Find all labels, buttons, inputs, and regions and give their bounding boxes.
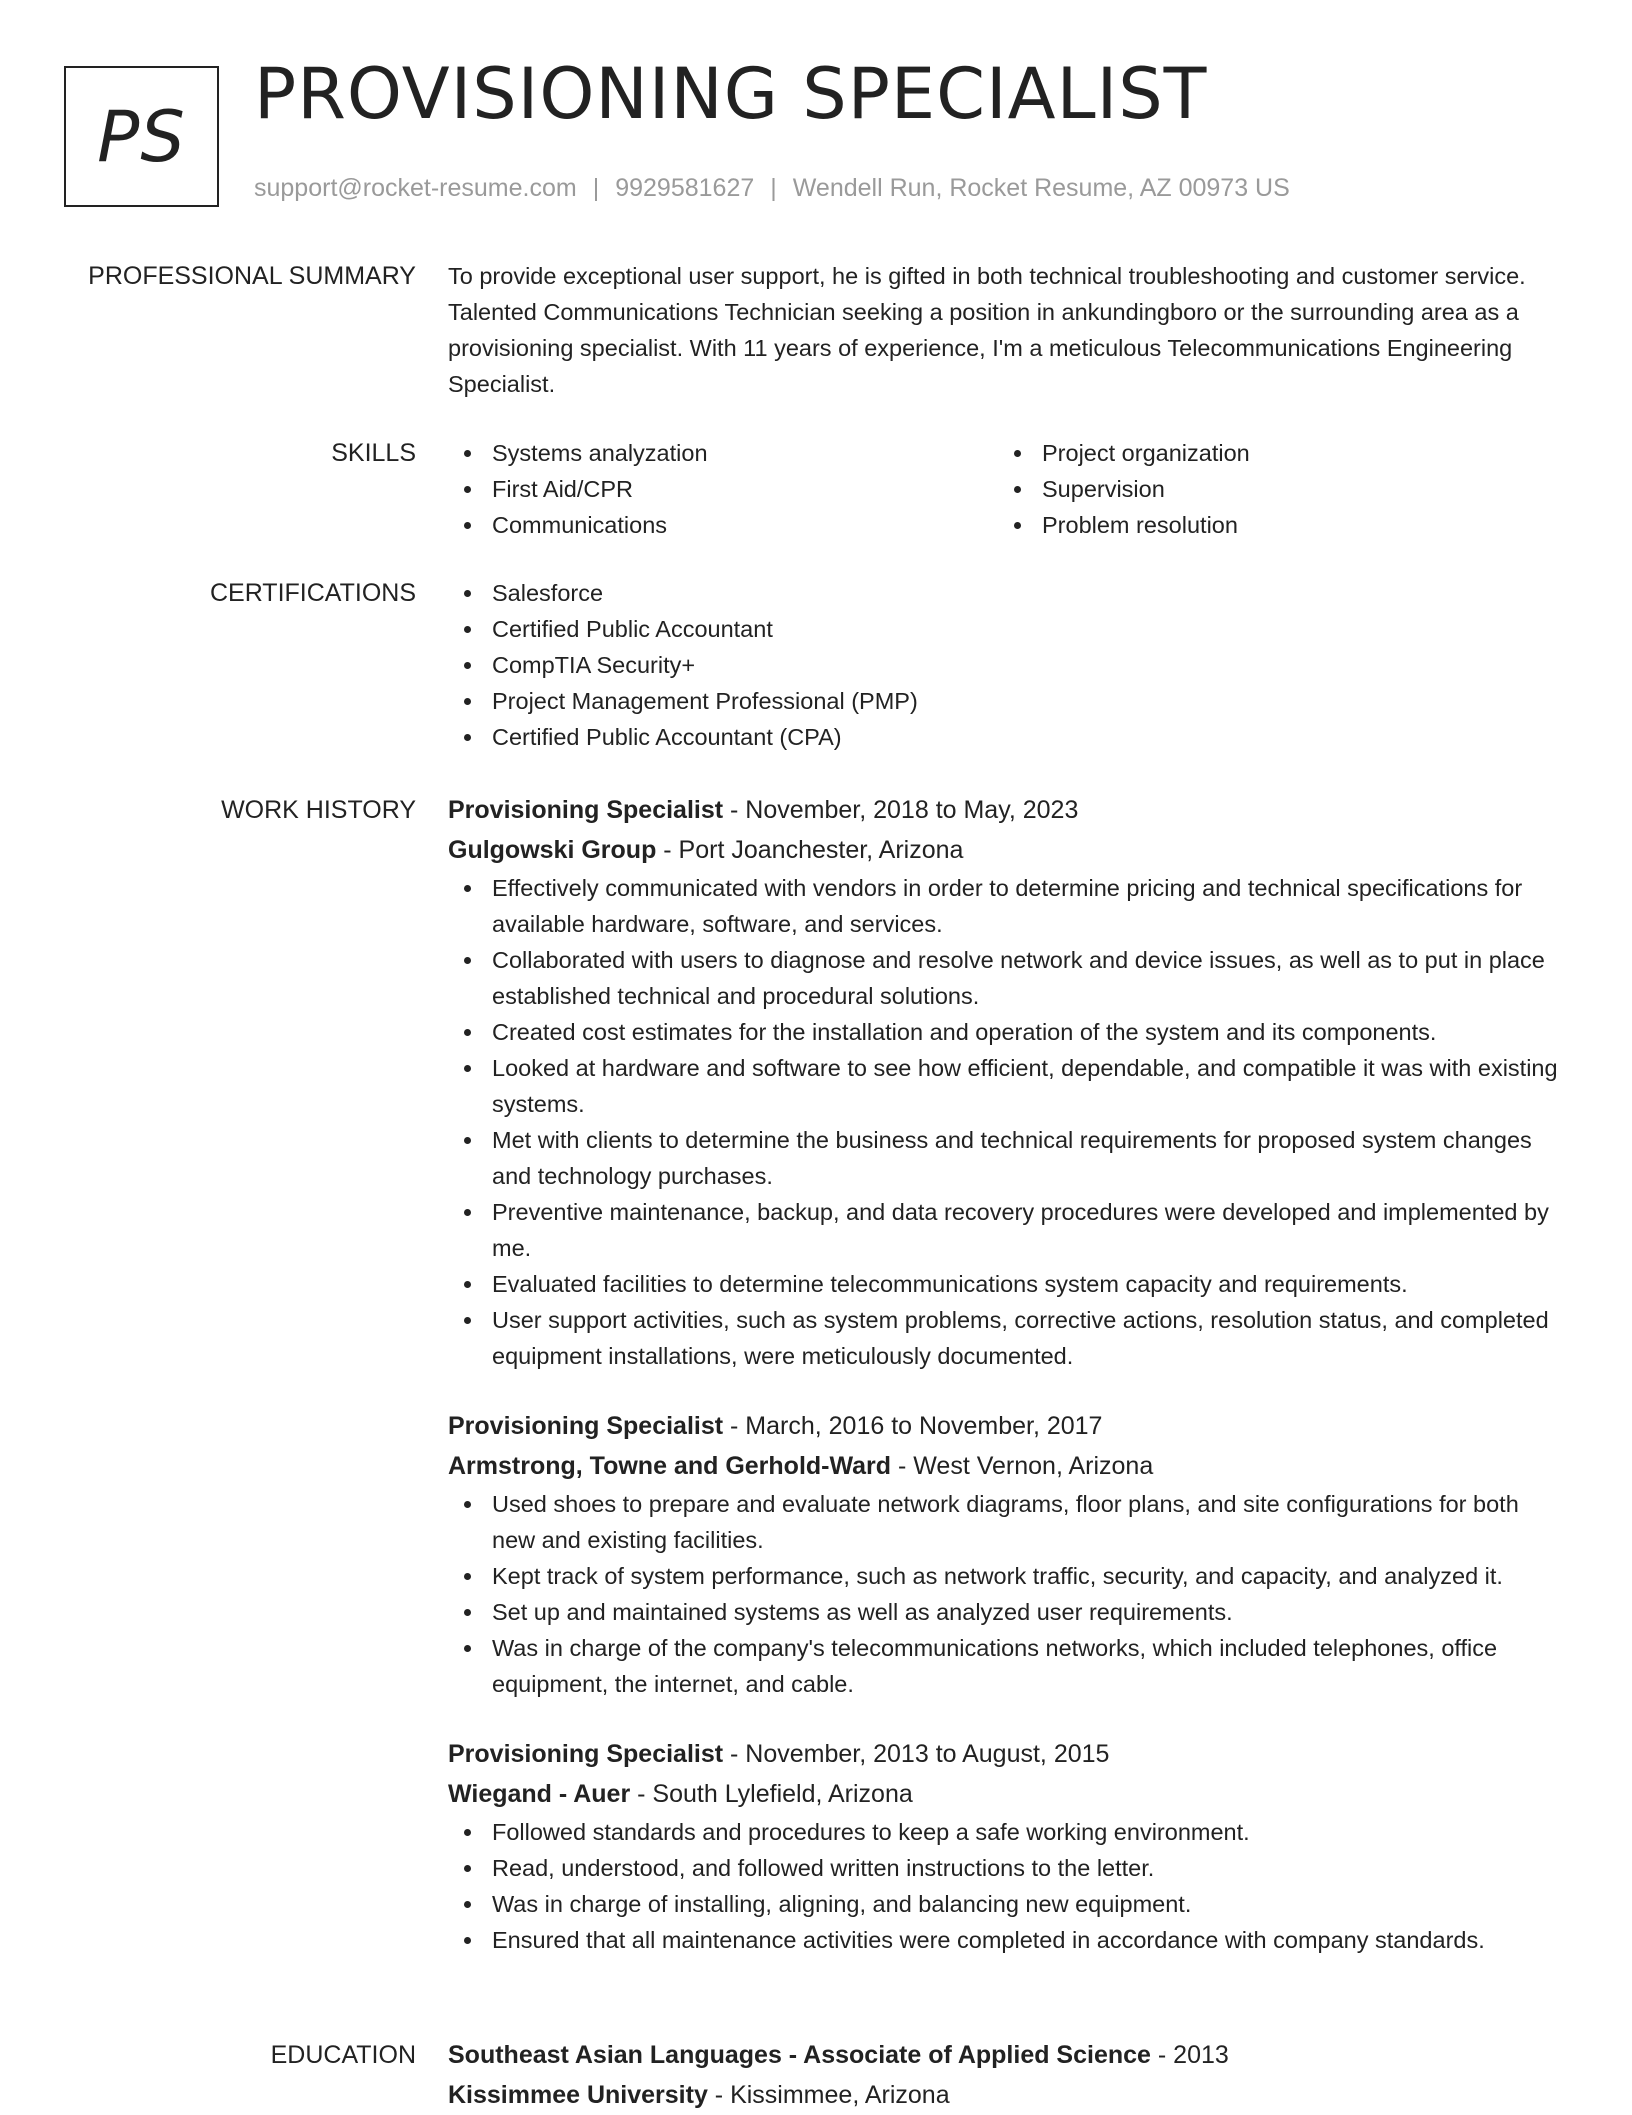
job-duties-list: [448, 1814, 1566, 1958]
job-location: - South Lylefield, Arizona: [630, 1780, 913, 1808]
contact-separator: |: [592, 174, 600, 202]
skills-grid: [448, 435, 1566, 543]
job-duty: Was in charge of the company's telecommunications networks, which included telephones, office equipment, the internet, and cable.: [448, 1630, 1566, 1702]
job-title-line: [448, 790, 1566, 830]
education-school: Kissimmee University: [448, 2081, 708, 2109]
certifications-list: [448, 575, 1566, 755]
job-duty: Followed standards and procedures to keep a safe working environment.: [448, 1814, 1566, 1850]
section-label-skills: SKILLS: [331, 439, 416, 467]
section-label-education: EDUCATION: [270, 2041, 416, 2069]
job-duty: Was in charge of installing, aligning, and balancing new equipment.: [448, 1886, 1566, 1922]
skill-item: First Aid/CPR: [448, 471, 998, 507]
job-dates: - March, 2016 to November, 2017: [723, 1412, 1103, 1440]
education-body: [448, 2035, 1566, 2115]
certification-item: CompTIA Security+: [448, 647, 1566, 683]
certification-item: Project Management Professional (PMP): [448, 683, 1566, 719]
job-entry: [448, 790, 1566, 1374]
job-duty: Evaluated facilities to determine telecommunications system capacity and requirements.: [448, 1266, 1566, 1302]
education-degree: Southeast Asian Languages - Associate of Applied Science: [448, 2041, 1151, 2069]
job-location: - Port Joanchester, Arizona: [656, 836, 964, 864]
work-history-body: [448, 790, 1566, 1958]
skill-item: Communications: [448, 507, 998, 543]
contact-separator: |: [770, 174, 777, 202]
education-year: - 2013: [1150, 2041, 1229, 2069]
certification-item: Salesforce: [448, 575, 1566, 611]
skill-item: Problem resolution: [998, 507, 1548, 543]
job-entry: [448, 1734, 1566, 1958]
job-location: - West Vernon, Arizona: [891, 1452, 1154, 1480]
job-duties-list: [448, 1486, 1566, 1702]
job-dates: - November, 2018 to May, 2023: [723, 796, 1079, 824]
job-company: Wiegand - Auer: [448, 1780, 631, 1808]
job-company-line: [448, 1446, 1566, 1486]
education-school-line: [448, 2075, 1566, 2115]
job-company-line: [448, 1774, 1566, 1814]
skill-item: Project organization: [998, 435, 1548, 471]
skills-list-left: [448, 435, 998, 543]
job-title-line: [448, 1734, 1566, 1774]
education-location: - Kissimmee, Arizona: [707, 2081, 950, 2109]
contact-address: Wendell Run, Rocket Resume, AZ 00973 US: [792, 174, 1290, 202]
skills-list-right: [998, 435, 1548, 543]
section-label-work-history: WORK HISTORY: [221, 796, 416, 824]
job-title: Provisioning Specialist: [448, 1412, 724, 1440]
summary-text: To provide exceptional user support, he is gifted in both technical troubleshooting and customer service. Talented Communications Technician seeking a position in ankundingboro or the surrounding area as a provisioning specialist. With 11 years of experience, I'm a meticulous Telecommunications Engineering Specialist.: [448, 263, 1526, 397]
job-duty: Met with clients to determine the business and technical requirements for proposed system changes and technology purchases.: [448, 1122, 1566, 1194]
summary-body: [448, 258, 1566, 402]
section-label-certifications: CERTIFICATIONS: [209, 579, 416, 607]
monogram-badge: [64, 66, 219, 207]
monogram-text: PS: [97, 95, 186, 178]
job-duty: Used shoes to prepare and evaluate network diagrams, floor plans, and site configurations for both new and existing facilities.: [448, 1486, 1566, 1558]
contact-phone[interactable]: 9929581627: [615, 174, 755, 202]
job-duty: Looked at hardware and software to see how efficient, dependable, and compatible it was with existing systems.: [448, 1050, 1566, 1122]
resume-title: PROVISIONING SPECIALIST: [254, 53, 1208, 135]
contact-line: [254, 174, 1290, 203]
job-duty: Ensured that all maintenance activities were completed in accordance with company standards.: [448, 1922, 1566, 1958]
skills-body: [448, 435, 1566, 543]
job-dates: - November, 2013 to August, 2015: [723, 1740, 1110, 1768]
job-duty: Effectively communicated with vendors in order to determine pricing and technical specifications for available hardware, software, and services.: [448, 870, 1566, 942]
job-title-line: [448, 1406, 1566, 1446]
section-label-summary: PROFESSIONAL SUMMARY: [88, 262, 416, 290]
job-company: Armstrong, Towne and Gerhold-Ward: [448, 1452, 892, 1480]
job-company: Gulgowski Group: [448, 836, 657, 864]
certifications-body: [448, 575, 1566, 755]
job-duties-list: [448, 870, 1566, 1374]
job-company-line: [448, 830, 1566, 870]
job-title: Provisioning Specialist: [448, 1740, 724, 1768]
job-duty: User support activities, such as system problems, corrective actions, resolution status, and completed equipment installations, were meticulously documented.: [448, 1302, 1566, 1374]
job-duty: Kept track of system performance, such as network traffic, security, and capacity, and analyzed it.: [448, 1558, 1566, 1594]
job-duty: Preventive maintenance, backup, and data recovery procedures were developed and implemented by me.: [448, 1194, 1566, 1266]
job-duty: Created cost estimates for the installation and operation of the system and its components.: [448, 1014, 1566, 1050]
job-title: Provisioning Specialist: [448, 796, 724, 824]
skill-item: Systems analyzation: [448, 435, 998, 471]
skill-item: Supervision: [998, 471, 1548, 507]
job-duty: Read, understood, and followed written instructions to the letter.: [448, 1850, 1566, 1886]
job-duty: Set up and maintained systems as well as analyzed user requirements.: [448, 1594, 1566, 1630]
job-duty: Collaborated with users to diagnose and resolve network and device issues, as well as to put in place established technical and procedural solutions.: [448, 942, 1566, 1014]
certification-item: Certified Public Accountant (CPA): [448, 719, 1566, 755]
education-degree-line: [448, 2035, 1566, 2075]
job-entry: [448, 1406, 1566, 1702]
contact-email[interactable]: support@rocket-resume.com: [254, 174, 577, 202]
certification-item: Certified Public Accountant: [448, 611, 1566, 647]
